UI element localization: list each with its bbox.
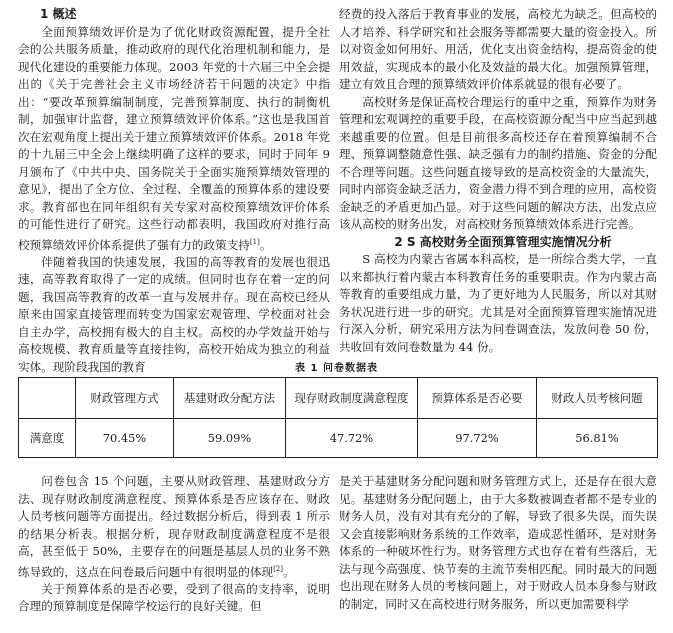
paragraph: 是关于基建财务分配问题和财务管理方式上，还是存在很大意见。基建财务分配问题上，由于大多数被调查者都不是专业的财务人员，没有对其有充分的了解，导致了很多失误，而失误又会直接影响财务系统的工作效率，造成恶性循环，是对财务体系的一种破坏性行为。财务管理方式也存在着有些落后，无法与现今高强度、快节奏的主流节奏相匹配。同时最大的问题也出现在财务人员的考核问题上，对于财政人员本身参与财政的制定，同时又在高校进行财务服务，所以更加需要科学 <box>339 474 657 611</box>
table-header-cell: 现存财政制度满意程度 <box>286 378 418 419</box>
table-cell: 59.09% <box>174 419 286 458</box>
table-header-row <box>19 378 658 419</box>
paragraph-text-end: 。 <box>259 237 272 252</box>
paragraph-text: 问卷包含 15 个问题，主要从财政管理、基建财政分方法、现存财政制度满意程度、预算体系是否应该存在、财政人员考核问题等方面提出。经过数据分析后，得到表 1 所示的结果分析表。根据分析，现存财政制度满意程度不是很高，甚至低于 50%，主要存在的问题是基层人员的业务不熟练导致的，这点在问卷最后问题中有很明显的体现 <box>18 474 330 579</box>
table-row <box>19 419 658 458</box>
citation-ref: [1] <box>249 237 260 246</box>
right-column <box>339 6 657 356</box>
section-heading-analysis: 2 S 高校财务全面预算管理实施情况分析 <box>394 234 612 249</box>
survey-data-table <box>18 377 658 458</box>
table-header-cell: 财政人员考核问题 <box>537 378 658 419</box>
paragraph <box>18 473 330 581</box>
table-cell: 97.72% <box>418 419 537 458</box>
table-header-cell: 预算体系是否必要 <box>418 378 537 419</box>
table-cell: 47.72% <box>286 419 418 458</box>
paragraph: S 高校为内蒙古省属本科高校，是一所综合类大学，一直以来都执行着内蒙古本科教育任务的重要职责。作为内蒙古高等教育的重要组成力量，为了更好地为人民服务，所以对其财务状况进行进一步的研究。尤其是对全面预算管理实施情况进行深入分析，研究采用方法为问卷调查法，发放问卷 50 份，共收回有效问卷数量为 44 份。 <box>339 252 657 354</box>
table-row-label: 满意度 <box>19 419 76 458</box>
table-caption: 表 1 问卷数据表 <box>295 363 378 374</box>
left-column <box>18 6 330 376</box>
paragraph-text-end: 。 <box>283 564 295 579</box>
table-cell: 56.81% <box>537 419 658 458</box>
table-cell: 70.45% <box>76 419 174 458</box>
paragraph: 高校财务是保证高校合理运行的重中之重，预算作为财务管理和宏观调控的重要手段，在高校资源分配当中应当起到越来越重要的位置。但是目前很多高校还存在着预算编制不合理、预算调整随意性强、缺乏强有力的制约措施、资金的分配不合理等问题。这些问题直接导致的是高校资金的大量流失，同时内部资金缺乏活力，资金潜力得不到合理的应用，高校资金缺乏的矛盾更加凸显。对于这些问题的解决方法，出发点应该从高校的财务出发，对高校财务预算绩效体系进行完善。 <box>339 94 657 231</box>
paragraph-text: 全面预算绩效评价是为了优化财政资源配置，提升全社会的公共服务质量，推动政府的现代化治理机制和能力，是现代化建设的重要能力体现。2003 年党的十六届三中全会提出的《关于完善社会主义市场经济若干问题的决定》中指出：“要改革预算编制制度，完善预算制度、执行的制衡机制，加强审计监督，建立预算绩效评价体系。”这也是我国首次在宏观角度上提出关于建立预算绩效评价体系。2018 年党的十九届三中全会上继续明确了这样的要求，同时于同年 9 月颁布了《中共中央、国务院关于全面实施预算绩效管理的意见》，提出了全方位、全过程、全覆盖的预算体系的建设要求。教育部也在同年组织有关专家对高校预算绩效评价体系的可能性进行了研究。这些行动都表明，我国政府对推行高校预算绩效评价体系提供了强有力的政策支持 <box>18 24 330 252</box>
bottom-right-column <box>339 473 657 613</box>
paragraph: 关于预算体系的是否必要，受到了很高的支持率，说明合理的预算制度是保障学校运行的良好关键。但 <box>18 581 330 614</box>
paragraph: 经费的投入落后于教育事业的发展，高校尤为缺乏。但高校的人才培养、科学研究和社会服务等都需要大量的资金投入。所以对资金如何用好、用活，优化支出资金结构，提高资金的使用效益，实现成本的最小化及效益的最大化。加强预算管理，建立有效且合理的预算绩效评价体系就显的很有必要了。 <box>339 7 657 91</box>
bottom-left-column <box>18 473 330 616</box>
table-header-cell: 基建财政分配方法 <box>174 378 286 419</box>
table-header-cell <box>19 378 76 419</box>
table-header-cell: 财政管理方式 <box>76 378 174 419</box>
citation-ref: [2] <box>273 564 283 573</box>
paragraph <box>18 24 330 254</box>
paragraph: 伴随着我国的快速发展，我国的高等教育的发展也很迅速，高等教育取得了一定的成绩。但同时也存在着一定的问题，我国高等教育的改革一直与发展并存。现在高校已经从原来由国家直接管理而转变为国家宏观管理、学校面对社会自主办学，高校拥有极大的自主权。高校的办学效益开始与高校规模、教育质量等直接挂钩，高校开始成为独立的利益实体。现阶段我国的教育 <box>18 254 330 374</box>
section-heading-overview: 1 概述 <box>40 7 77 21</box>
